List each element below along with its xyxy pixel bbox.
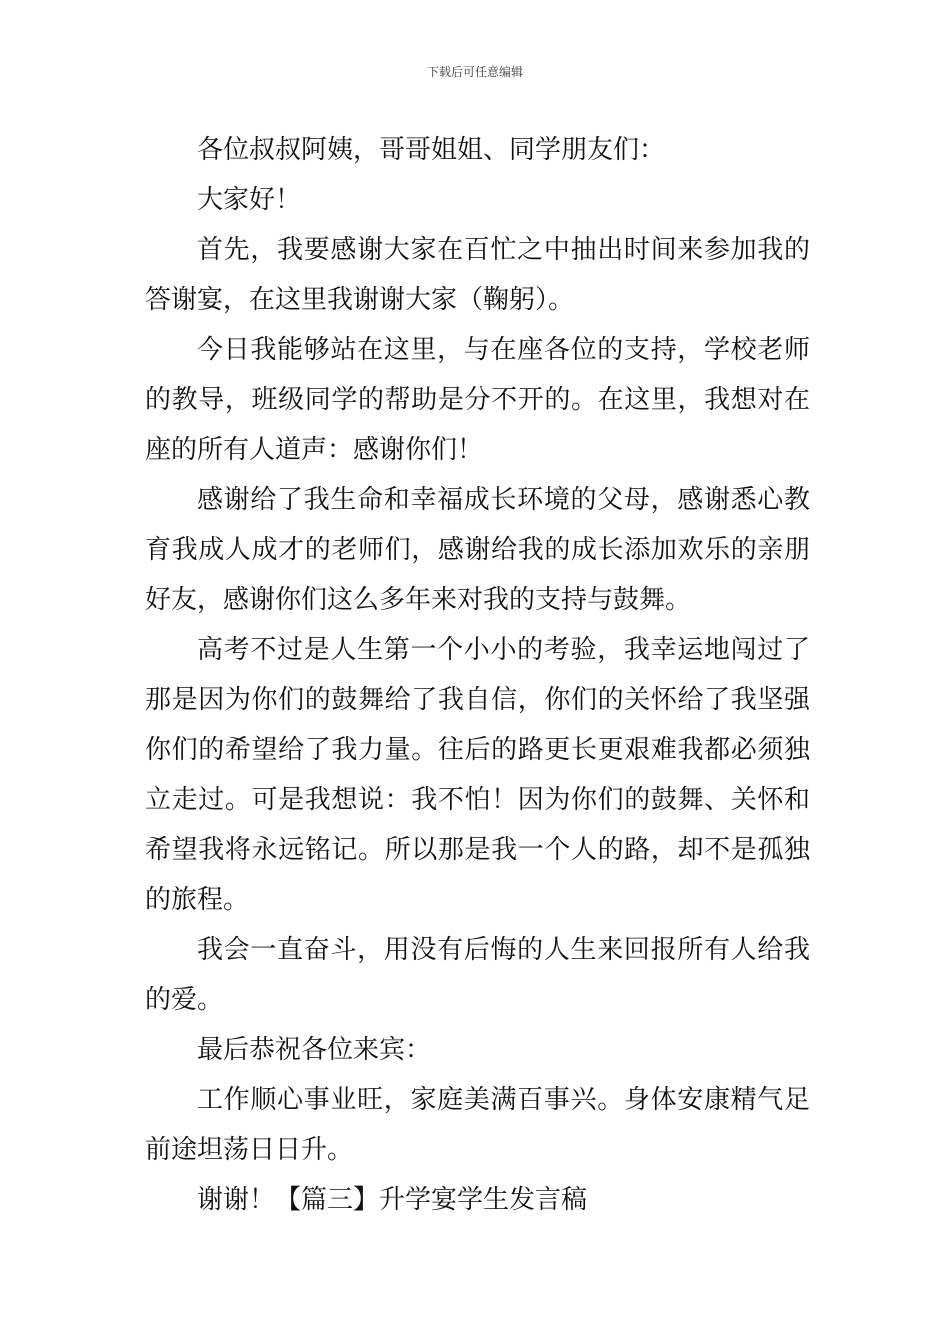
paragraph-thanks-support: 今日我能够站在这里，与在座各位的支持，学校老师的教导，班级同学的帮助是分不开的。在这里，我想对在座的所有人道声：感谢你们！ xyxy=(145,335,810,465)
greeting: 大家好！ xyxy=(197,185,302,215)
paragraph-thanks-attendance: 首先，我要感谢大家在百忙之中抽出时间来参加我的答谢宴，在这里我谢谢大家（鞠躬）。 xyxy=(145,235,810,315)
salutation: 各位叔叔阿姨，哥哥姐姐、同学朋友们： xyxy=(197,135,666,165)
paragraph-determination: 我会一直奋斗，用没有后悔的人生来回报所有人给我的爱。 xyxy=(145,935,810,1015)
document-body xyxy=(145,125,810,1225)
paragraph-wishes: 工作顺心事业旺，家庭美满百事兴。身体安康精气足前途坦荡日日升。 xyxy=(145,1085,810,1165)
paragraph-closing: 谢谢！【篇三】升学宴学生发言稿 xyxy=(197,1185,588,1215)
page-header: 下载后可任意编辑 xyxy=(426,65,523,79)
paragraph-wishes-intro: 最后恭祝各位来宾： xyxy=(197,1035,432,1065)
paragraph-thanks-family: 感谢给了我生命和幸福成长环境的父母，感谢悉心教育我成人成才的老师们，感谢给我的成长添加欢乐的亲朋好友，感谢你们这么多年来对我的支持与鼓舞。 xyxy=(145,485,810,615)
paragraph-exam: 高考不过是人生第一个小小的考验，我幸运地闯过了那是因为你们的鼓舞给了我自信，你们的关怀给了我坚强你们的希望给了我力量。往后的路更长更艰难我都必须独立走过。可是我想说：我不怕！因为你们的鼓舞、关怀和希望我将永远铭记。所以那是我一个人的路，却不是孤独的旅程。 xyxy=(145,635,810,915)
